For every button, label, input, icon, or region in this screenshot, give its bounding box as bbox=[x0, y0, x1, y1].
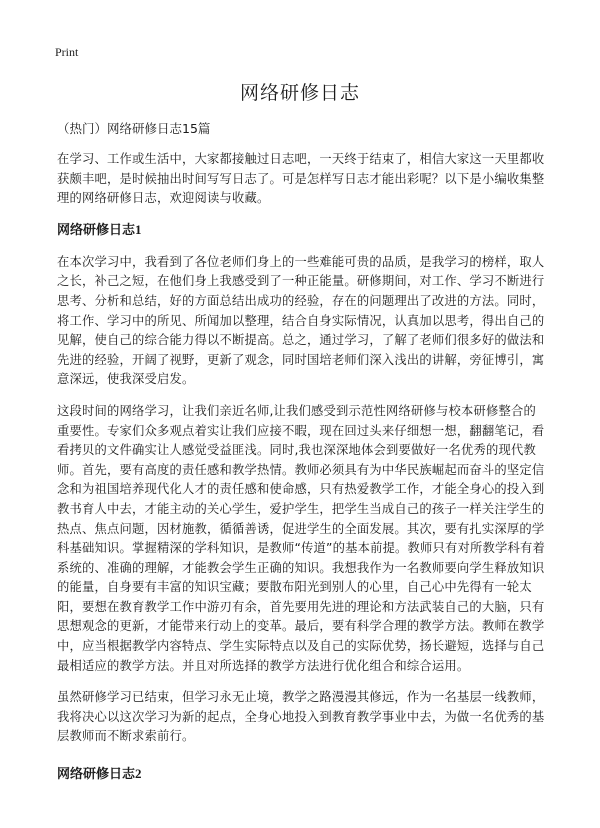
print-link[interactable]: Print bbox=[55, 45, 79, 59]
section-1-paragraph-2: 这段时间的网络学习，让我们亲近名师,让我们感受到示范性网络研修与校本研修整合的重要性。专家们众多观点着实让我们应接不暇，现在回过头来仔细想一想，翻翻笔记，看看拷贝的文件确实让人感觉受益匪浅。同时,我也深深地体会到要做好一名优秀的现代教师。首先，要有高度的责任感和教学热情。教师必须具有为中华民族崛起而奋斗的坚定信念和为祖国培养现代化人才的责任感和使命感，只有热爱教学工作，才能全身心的投入到教书育人中去，才能主动的关心学生，爱护学生，把学生当成自己的孩子一样关注学生的热点、焦点问题，因材施教，循循善诱，促进学生的全面发展。其次，要有扎实深厚的学科基础知识。掌握精深的学科知识，是教师“传道”的基本前提。教师只有对所教学科有着系统的、准确的理解，才能教会学生正确的知识。我想我作为一名教师要向学生释放知识的能量，自身要有丰富的知识宝藏；要散布阳光到别人的心里，自己心中先得有一轮太阳，要想在教育教学工作中游刃有余，首先要用先进的理论和方法武装自己的大脑，只有思想观念的更新，才能带来行动上的变革。最后，要有科学合理的教学方法。教师在教学中，应当根据教学内容特点、学生实际特点以及自己的实际优势，扬长避短，选择与自己最相适应的教学方法。并且对所选择的教学方法进行优化组合和综合运用。 bbox=[57, 403, 546, 673]
document-body bbox=[57, 119, 547, 797]
section-1-paragraph-3: 虽然研修学习已结束，但学习永无止境，教学之路漫漫其修远，作为一名基层一线教师，我将决心以这次学习为新的起点，全身心地投入到教育教学事业中去，为做一名优秀的基层教师而不断求索前行。 bbox=[57, 690, 545, 744]
document-subtitle: （热门）网络研修日志15篇 bbox=[57, 121, 211, 136]
intro-paragraph: 在学习、工作或生活中，大家都接触过日志吧，一天终于结束了，相信大家这一天里都收获颇丰吧，是时候抽出时间写写日志了。可是怎样写日志才能出彩呢？以下是小编收集整理的网络研修日志，欢迎阅读与收藏。 bbox=[57, 152, 545, 206]
section-1-paragraph-1: 在本次学习中，我看到了各位老师们身上的一些难能可贵的品质，是我学习的榜样，取人之长，补己之短，在他们身上我感受到了一种正能量。研修期间，对工作、学习不断进行思考、分析和总结，好的方面总结出成功的经验，存在的问题理出了改进的方法。同时，将工作、学习中的所见、所闻加以整理，结合自身实际情况，认真加以思考，得出自己的见解，使自己的综合能力得以不断提高。总之，通过学习，了解了老师们很多好的做法和先进的经验，开阔了视野，更新了观念，同时国培老师们深入浅出的讲解，旁征博引，寓意深远，使我深受启发。 bbox=[57, 254, 545, 387]
section-heading-2: 网络研修日志2 bbox=[57, 766, 142, 782]
section-heading-1: 网络研修日志1 bbox=[57, 221, 142, 237]
page-title: 网络研修日志 bbox=[239, 82, 360, 104]
